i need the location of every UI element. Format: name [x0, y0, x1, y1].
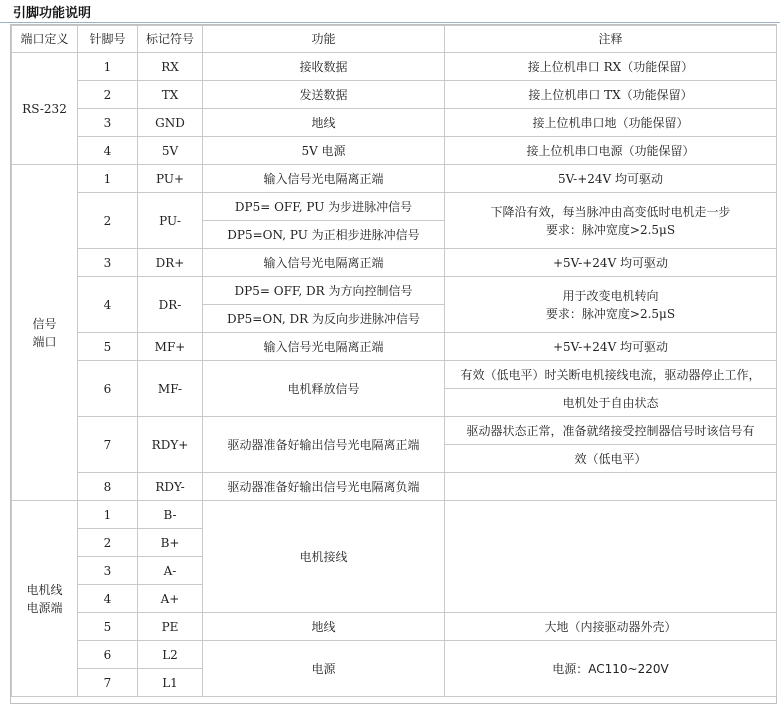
table-row [12, 81, 777, 109]
symbol-cell: 5V [138, 137, 203, 165]
header-pin: 针脚号 [78, 26, 138, 53]
table-row [12, 109, 777, 137]
symbol-cell: L2 [138, 641, 203, 669]
note-line: 有效（低电平）时关断电机接线电流，驱动器停止工作， [445, 361, 777, 389]
pin-cell: 8 [78, 473, 138, 501]
header-note: 注释 [445, 26, 777, 53]
pin-cell: 6 [78, 641, 138, 669]
function-cell: 地线 [203, 109, 445, 137]
note-line: 驱动器状态正常，准备就绪接受控制器信号时该信号有 [445, 417, 777, 445]
note-cell [445, 193, 777, 249]
table-row [12, 641, 777, 669]
note-cell: 电源：AC110~220V [445, 641, 777, 697]
symbol-cell: DR+ [138, 249, 203, 277]
function-cell: 接收数据 [203, 53, 445, 81]
group-power-line1: 电机线 [26, 582, 63, 597]
note-cell: 接上位机串口电源（功能保留） [445, 137, 777, 165]
symbol-cell: B+ [138, 529, 203, 557]
pin-function-table [11, 25, 777, 697]
symbol-cell: A- [138, 557, 203, 585]
note-cell: +5V-+24V 均可驱动 [445, 249, 777, 277]
note-cell [445, 277, 777, 333]
group-rs232: RS-232 [12, 53, 78, 165]
symbol-cell: PE [138, 613, 203, 641]
symbol-cell: DR- [138, 277, 203, 333]
pin-cell: 6 [78, 361, 138, 417]
symbol-cell: RDY- [138, 473, 203, 501]
note-cell: 接上位机串口 RX（功能保留） [445, 53, 777, 81]
table-row [12, 137, 777, 165]
note-cell: 5V-+24V 均可驱动 [445, 165, 777, 193]
pin-cell: 5 [78, 333, 138, 361]
function-cell: 电源 [203, 641, 445, 697]
symbol-cell: MF- [138, 361, 203, 417]
pin-cell: 5 [78, 613, 138, 641]
note-line: 要求：脉冲宽度>2.5μS [545, 222, 676, 237]
note-cell: 接上位机串口地（功能保留） [445, 109, 777, 137]
function-cell: 电机释放信号 [203, 361, 445, 417]
note-cell: +5V-+24V 均可驱动 [445, 333, 777, 361]
pin-cell: 3 [78, 557, 138, 585]
header-port: 端口定义 [12, 26, 78, 53]
note-cell: 大地（内接驱动器外壳） [445, 613, 777, 641]
table-row [12, 333, 777, 361]
pin-cell: 2 [78, 81, 138, 109]
table-row [12, 501, 777, 529]
pin-cell: 2 [78, 529, 138, 557]
table-row [12, 277, 777, 305]
table-row [12, 417, 777, 445]
header-function: 功能 [203, 26, 445, 53]
note-line: 电机处于自由状态 [445, 389, 777, 417]
symbol-cell: MF+ [138, 333, 203, 361]
table-row [12, 473, 777, 501]
function-cell: DP5= OFF, DR 为方向控制信号 [203, 277, 445, 305]
symbol-cell: TX [138, 81, 203, 109]
function-cell: DP5= OFF, PU 为步进脉冲信号 [203, 193, 445, 221]
note-cell [445, 473, 777, 501]
function-cell: 5V 电源 [203, 137, 445, 165]
table-row [12, 361, 777, 389]
group-power [12, 501, 78, 697]
symbol-cell: PU+ [138, 165, 203, 193]
function-cell: 驱动器准备好输出信号光电隔离负端 [203, 473, 445, 501]
table-row [12, 53, 777, 81]
symbol-cell: B- [138, 501, 203, 529]
table-row [12, 613, 777, 641]
pin-cell: 3 [78, 249, 138, 277]
table-row [12, 249, 777, 277]
header-symbol: 标记符号 [138, 26, 203, 53]
title-bar [0, 0, 780, 23]
symbol-cell: L1 [138, 669, 203, 697]
symbol-cell: RX [138, 53, 203, 81]
group-power-line2: 电源端 [26, 600, 63, 615]
pin-cell: 1 [78, 501, 138, 529]
pin-cell: 7 [78, 417, 138, 473]
group-signal-line1: 信号 [32, 316, 57, 331]
pin-cell: 7 [78, 669, 138, 697]
function-cell: 驱动器准备好输出信号光电隔离正端 [203, 417, 445, 473]
note-line: 下降沿有效，每当脉冲由高变低时电机走一步 [490, 204, 731, 219]
note-cell [445, 501, 777, 613]
note-line: 要求：脉冲宽度>2.5μS [545, 306, 676, 321]
pin-cell: 4 [78, 137, 138, 165]
function-cell: 电机接线 [203, 501, 445, 613]
table-row [12, 193, 777, 221]
symbol-cell: PU- [138, 193, 203, 249]
pin-cell: 1 [78, 53, 138, 81]
page-title: 引脚功能说明 [13, 6, 92, 21]
symbol-cell: A+ [138, 585, 203, 613]
function-cell: 输入信号光电隔离正端 [203, 249, 445, 277]
group-signal-line2: 端口 [32, 334, 57, 349]
function-cell: 地线 [203, 613, 445, 641]
note-cell: 接上位机串口 TX（功能保留） [445, 81, 777, 109]
note-line: 效（低电平） [445, 445, 777, 473]
symbol-cell: RDY+ [138, 417, 203, 473]
pin-cell: 3 [78, 109, 138, 137]
function-cell: 发送数据 [203, 81, 445, 109]
pin-cell: 1 [78, 165, 138, 193]
table-row [12, 165, 777, 193]
table-header-row [12, 26, 777, 53]
function-cell: 输入信号光电隔离正端 [203, 333, 445, 361]
function-cell: DP5=ON, PU 为正相步进脉冲信号 [203, 221, 445, 249]
pin-cell: 4 [78, 277, 138, 333]
pin-cell: 4 [78, 585, 138, 613]
note-line: 用于改变电机转向 [562, 288, 659, 303]
function-cell: 输入信号光电隔离正端 [203, 165, 445, 193]
group-signal [12, 165, 78, 501]
symbol-cell: GND [138, 109, 203, 137]
pin-cell: 2 [78, 193, 138, 249]
function-cell: DP5=ON, DR 为反向步进脉冲信号 [203, 305, 445, 333]
